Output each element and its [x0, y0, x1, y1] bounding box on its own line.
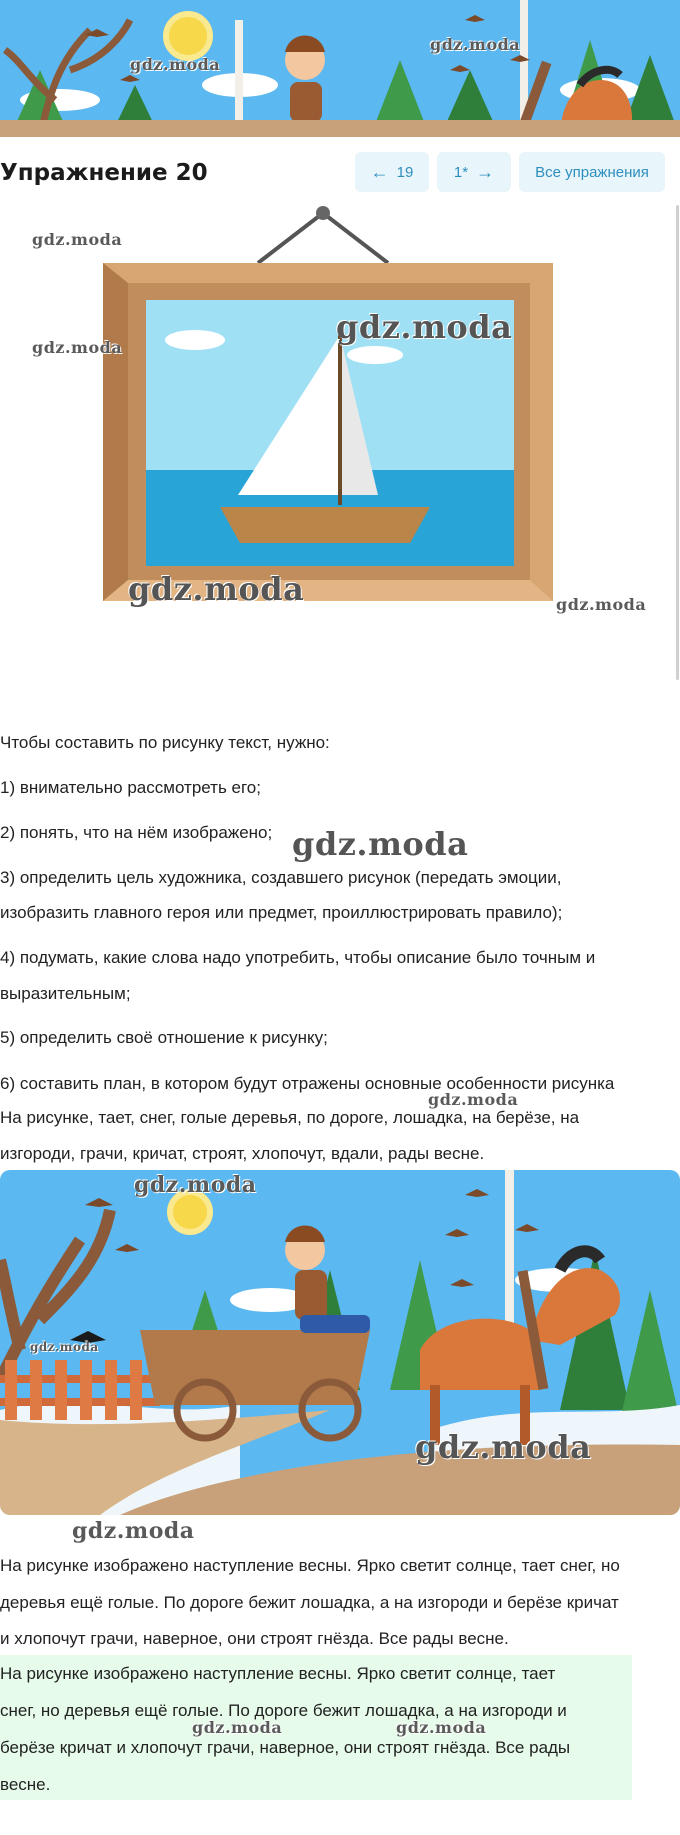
list-item: 2) понять, что на нём изображено; — [0, 823, 273, 842]
watermark: gdz.moda — [415, 1428, 592, 1466]
banner-illustration — [0, 0, 680, 137]
keywords-line: изгороди, грачи, кричат, строят, хлопочут, вдали, рады весне. — [0, 1144, 485, 1163]
framed-sailboat-picture — [0, 205, 680, 665]
watermark: gdz.moda — [134, 1172, 257, 1198]
watermark: gdz.moda — [72, 1518, 195, 1544]
list-item: 3) определить цель художника, создавшего рисунок (передать эмоции, — [0, 868, 562, 887]
next-exercise-label: 1* — [453, 163, 469, 181]
watermark: gdz.moda — [32, 338, 123, 357]
story-line: На рисунке изображено наступление весны. Ярко светит солнце, тает снег, но — [0, 1556, 620, 1575]
story-line: и хлопочут грачи, наверное, они строят гнёзда. Все рады весне. — [0, 1629, 509, 1648]
scrollbar[interactable] — [676, 205, 679, 680]
exercise-header — [0, 152, 680, 194]
answer-line: На рисунке изображено наступление весны. Ярко светит солнце, тает — [0, 1664, 556, 1683]
list-item: 4) подумать, какие слова надо употребить, чтобы описание было точным и — [0, 948, 596, 967]
answer-line: снег, но деревья ещё голые. По дороге бежит лошадка, а на изгороди и — [0, 1701, 567, 1720]
spring-scene-picture — [0, 1170, 680, 1515]
prev-exercise-label: 19 — [396, 163, 414, 181]
all-exercises-button[interactable] — [519, 152, 665, 192]
list-item: 5) определить своё отношение к рисунку; — [0, 1028, 328, 1047]
arrow-left-icon: ← — [370, 162, 389, 182]
next-exercise-button[interactable] — [437, 152, 511, 192]
list-item: выразительным; — [0, 984, 131, 1003]
answer-block — [0, 1655, 632, 1800]
keywords-line: На рисунке, тает, снег, голые деревья, по дороге, лошадка, на берёзе, на — [0, 1108, 580, 1127]
story-line: деревья ещё голые. По дороге бежит лошадка, а на изгороди и берёзе кричат — [0, 1593, 619, 1612]
answer-line: весне. — [0, 1775, 51, 1794]
watermark: gdz.moda — [128, 570, 305, 608]
watermark: gdz.moda — [292, 825, 469, 863]
all-exercises-label: Все упражнения — [535, 163, 649, 181]
watermark: gdz.moda — [428, 1090, 519, 1109]
answer-line: берёзе кричат и хлопочут грачи, наверное, они строят гнёзда. Все рады — [0, 1738, 571, 1757]
page-title: Упражнение 20 — [0, 160, 208, 186]
watermark: gdz.moda — [556, 595, 647, 614]
watermark: gdz.moda — [30, 1340, 99, 1354]
watermark: gdz.moda — [336, 308, 513, 346]
list-item: 6) составить план, в котором будут отражены основные особенности рисунка — [0, 1074, 615, 1093]
list-item: 1) внимательно рассмотреть его; — [0, 778, 261, 797]
header-banner — [0, 0, 680, 137]
list-item: изобразить главного героя или предмет, проиллюстрировать правило); — [0, 903, 563, 922]
watermark: gdz.moda — [430, 35, 521, 54]
arrow-right-icon: → — [476, 162, 495, 182]
steps-intro: Чтобы составить по рисунку текст, нужно: — [0, 733, 330, 752]
watermark: gdz.moda — [396, 1718, 487, 1737]
watermark: gdz.moda — [32, 230, 123, 249]
prev-exercise-button[interactable] — [355, 152, 429, 192]
watermark: gdz.moda — [130, 55, 221, 74]
watermark: gdz.moda — [192, 1718, 283, 1737]
